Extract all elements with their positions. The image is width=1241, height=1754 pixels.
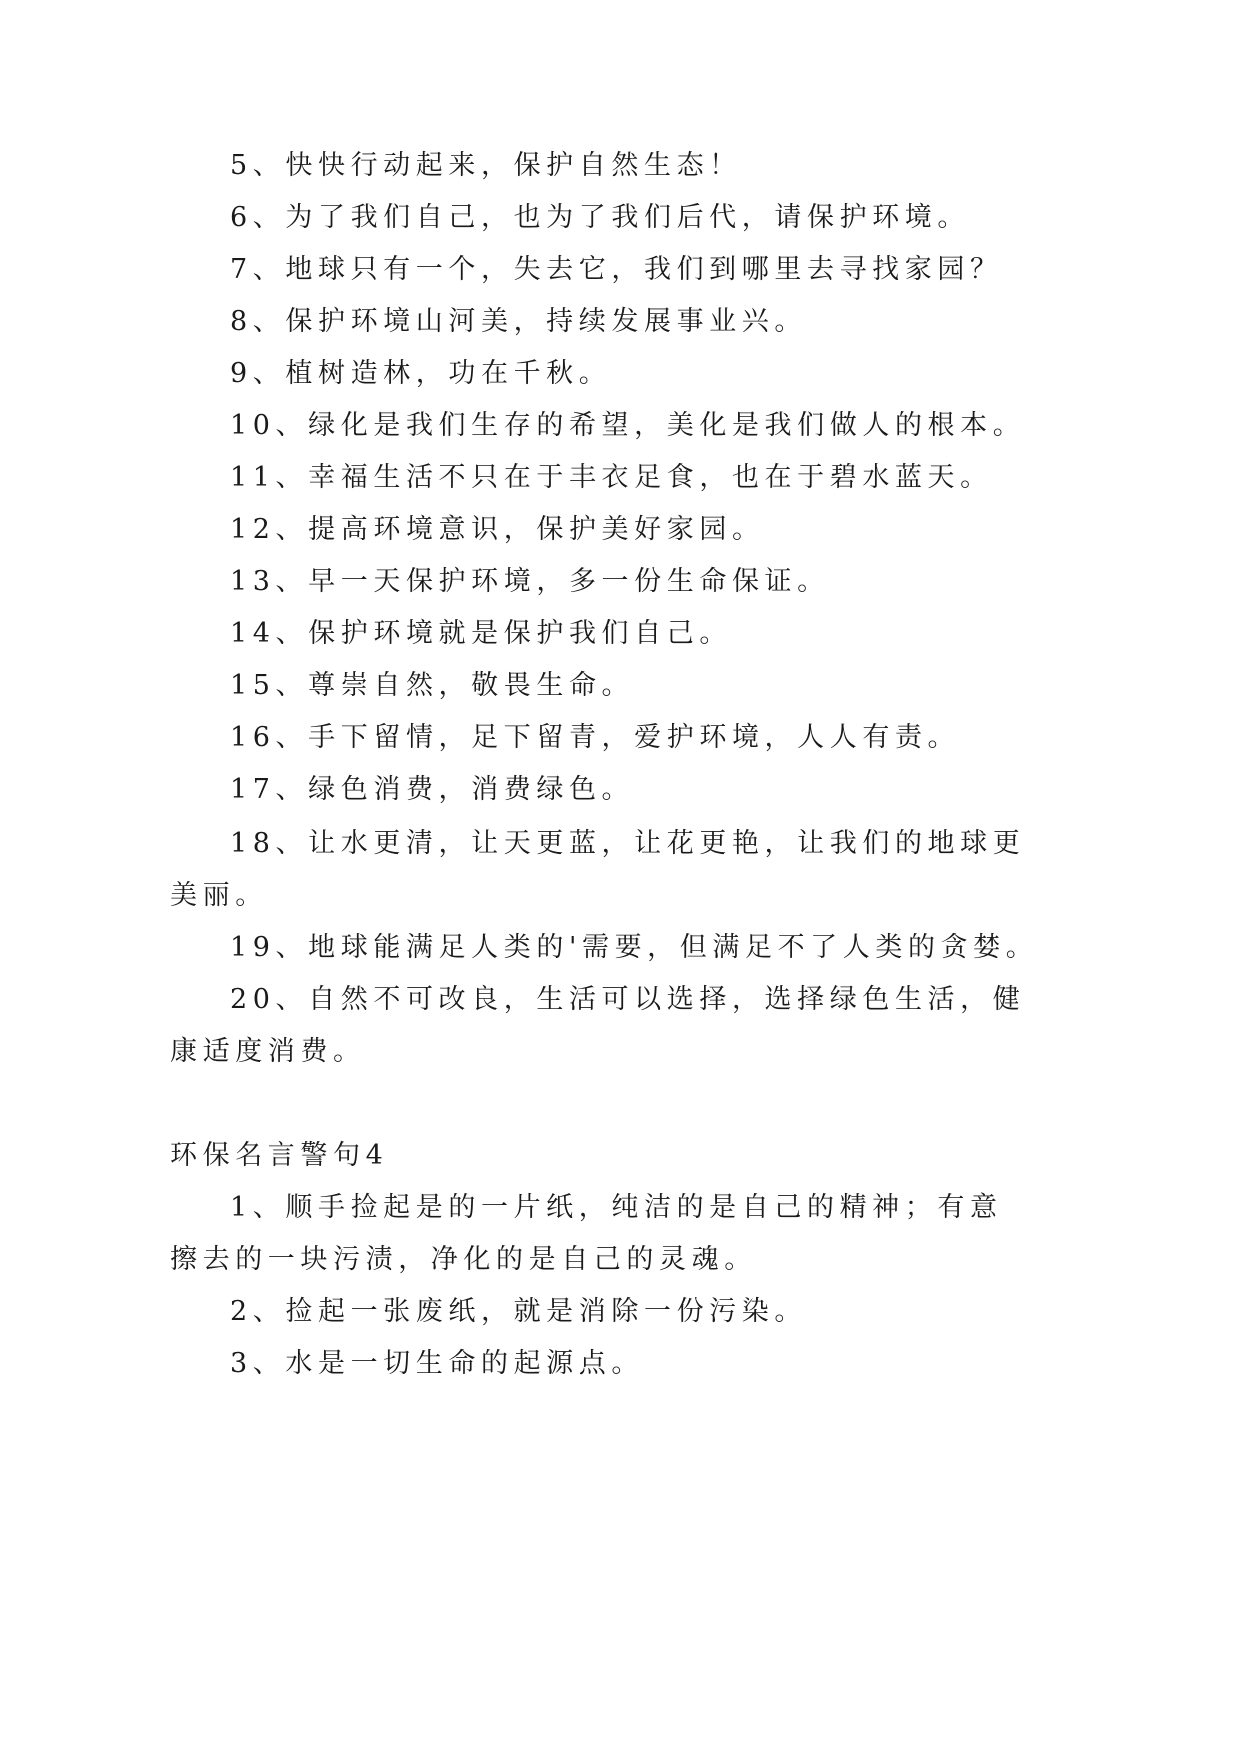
list-item: 6、为了我们自己，也为了我们后代，请保护环境。 — [230, 202, 970, 233]
list-item-continuation: 美丽。 — [170, 880, 268, 911]
list-item-continuation: 擦去的一块污渍，净化的是自己的灵魂。 — [170, 1244, 757, 1275]
list-item-continuation: 康适度消费。 — [170, 1036, 366, 1067]
list-item: 20、自然不可改良，生活可以选择，选择绿色生活，健 — [230, 984, 1026, 1015]
list-item: 1、顺手捡起是的一片纸，纯洁的是自己的精神；有意 — [230, 1192, 1003, 1223]
list-item: 12、提高环境意识，保护美好家园。 — [230, 514, 765, 545]
section-heading: 环保名言警句4 — [170, 1140, 389, 1171]
list-item: 17、绿色消费，消费绿色。 — [230, 774, 635, 805]
list-item: 16、手下留情，足下留青，爱护环境，人人有责。 — [230, 722, 961, 753]
list-item: 9、植树造林，功在千秋。 — [230, 358, 612, 389]
list-item: 7、地球只有一个，失去它，我们到哪里去寻找家园？ — [230, 254, 1003, 285]
list-item: 19、地球能满足人类的'需要，但满足不了人类的贪婪。 — [230, 932, 1039, 963]
list-item: 11、幸福生活不只在于丰衣足食，也在于碧水蓝天。 — [230, 462, 993, 493]
list-item: 13、早一天保护环境，多一份生命保证。 — [230, 566, 830, 597]
list-item: 8、保护环境山河美，持续发展事业兴。 — [230, 306, 807, 337]
list-item: 3、水是一切生命的起源点。 — [230, 1348, 644, 1379]
list-item: 2、捡起一张废纸，就是消除一份污染。 — [230, 1296, 807, 1327]
list-item: 5、快快行动起来，保护自然生态！ — [230, 150, 742, 181]
list-item: 10、绿化是我们生存的希望，美化是我们做人的根本。 — [230, 410, 1026, 441]
list-item: 18、让水更清，让天更蓝，让花更艳，让我们的地球更 — [230, 828, 1026, 859]
list-item: 14、保护环境就是保护我们自己。 — [230, 618, 732, 649]
list-item: 15、尊崇自然，敬畏生命。 — [230, 670, 635, 701]
